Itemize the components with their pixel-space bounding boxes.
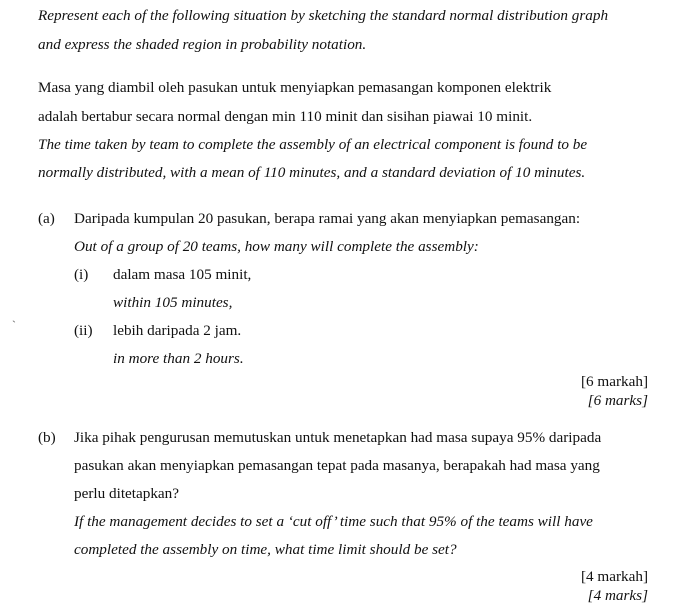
stray-tick-mark: ` (12, 318, 16, 332)
part-b-label: (b) (38, 429, 56, 446)
part-b-marks-malay: [4 markah] (580, 568, 648, 585)
part-b-malay-line-2: pasukan akan menyiapkan pemasangan tepat pada masanya, berapakah had masa yang (74, 457, 600, 474)
instruction-line-1: Represent each of the following situation by sketching the standard normal distribution graph (38, 7, 609, 24)
part-a-marks-malay: [6 markah] (580, 373, 648, 390)
context-english-line-1: The time taken by team to complete the assembly of an electrical component is found to be (38, 136, 588, 153)
part-b-english-line-2: completed the assembly on time, what time limit should be set? (74, 541, 457, 558)
context-english-line-2: normally distributed, with a mean of 110 minutes, and a standard deviation of 10 minutes. (38, 164, 586, 181)
context-malay-line-1: Masa yang diambil oleh pasukan untuk menyiapkan pemasangan komponen elektrik (38, 79, 552, 96)
part-a-ii-malay: lebih daripada 2 jam. (113, 322, 242, 339)
context-malay-line-2: adalah bertabur secara normal dengan min 110 minit dan sisihan piawai 10 minit. (38, 108, 533, 125)
part-b-marks-english: [4 marks] (587, 587, 648, 604)
part-a-label: (a) (38, 210, 55, 227)
part-b-malay-line-1: Jika pihak pengurusan memutuskan untuk menetapkan had masa supaya 95% daripada (74, 429, 602, 446)
part-a-i-label: (i) (74, 266, 89, 283)
part-a-i-english: within 105 minutes, (113, 294, 233, 311)
part-a-ii-label: (ii) (74, 322, 93, 339)
part-b-english-line-1: If the management decides to set a ‘cut off’ time such that 95% of the teams will have (74, 513, 593, 530)
part-a-ii-english: in more than 2 hours. (113, 350, 244, 367)
part-a-malay: Daripada kumpulan 20 pasukan, berapa ramai yang akan menyiapkan pemasangan: (74, 210, 581, 227)
part-b-malay-line-3: perlu ditetapkan? (74, 485, 179, 502)
part-a-english: Out of a group of 20 teams, how many will complete the assembly: (74, 238, 479, 255)
part-a-marks-english: [6 marks] (587, 392, 648, 409)
instruction-line-2: and express the shaded region in probability notation. (38, 36, 367, 53)
part-a-i-malay: dalam masa 105 minit, (113, 266, 252, 283)
